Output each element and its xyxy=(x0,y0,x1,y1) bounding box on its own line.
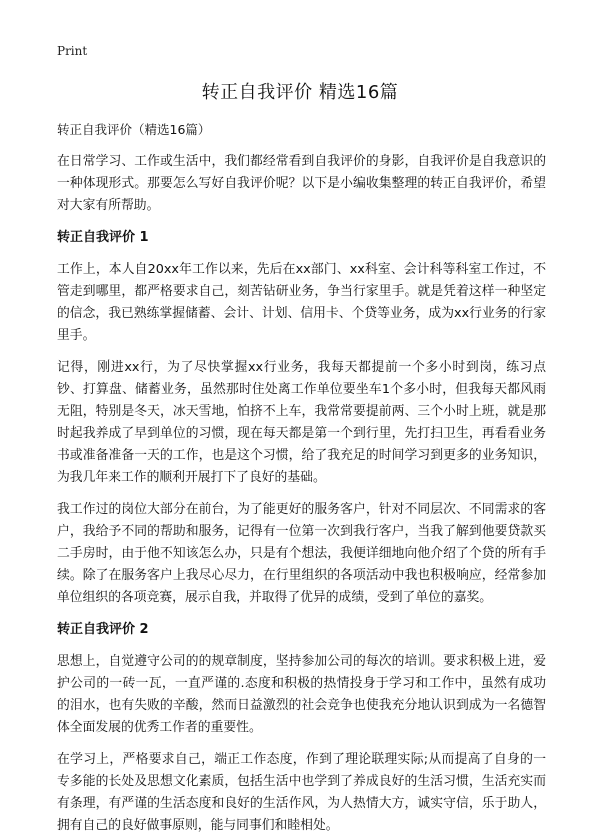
section-1-paragraph-3: 我工作过的岗位大部分在前台，为了能更好的服务客户，针对不同层次、不同需求的客户，我给予不同的帮助和服务，记得有一位第一次到我行客户，当我了解到他要贷款买二手房时，由于他不知该怎么办，只是有个想法，我便详细地向他介绍了个贷的所有手续。除了在服务客户上我尽心尽力，在行里组织的各项活动中我也积极响应，经常参加单位组织的各项竞赛，展示自我，并取得了优异的成绩，受到了单位的嘉奖。 xyxy=(57,502,546,605)
document-body xyxy=(57,151,546,837)
section-2-paragraph-2: 在学习上，严格要求自己，端正工作态度，作到了理论联理实际;从而提高了自身的一专多能的长处及思想文化素质，包括生活中也学到了养成良好的生活习惯，生活充实而有条理，有严谨的生活态度和良好的生活作风，为人热情大方，诚实守信，乐于助人，拥有自己的良好做事原则，能与同事们和睦相处。 xyxy=(57,752,546,833)
intro-paragraph: 在日常学习、工作或生活中，我们都经常看到自我评价的身影，自我评价是自我意识的一种体现形式。那要怎么写好自我评价呢？以下是小编收集整理的转正自我评价，希望对大家有所帮助。 xyxy=(57,154,546,213)
section-2-paragraph-1: 思想上，自觉遵守公司的的规章制度，坚持参加公司的每次的培训。要求积极上进，爱护公司的一砖一瓦，一直严谨的.态度和积极的热情投身于学习和工作中，虽然有成功的泪水，也有失败的辛酸，然而日益激烈的社会竞争也使我充分地认识到成为一名德智体全面发展的优秀工作者的重要性。 xyxy=(57,654,546,735)
document-subtitle: 转正自我评价（精选16篇） xyxy=(57,122,211,137)
print-label: Print xyxy=(57,44,88,58)
section-1-paragraph-2: 记得，刚进xx行，为了尽快掌握xx行业务，我每天都提前一个多小时到岗，练习点钞、打算盘、储蓄业务，虽然那时住处离工作单位要坐车1个多小时，但我每天都风雨无阻，特别是冬天，冰天雪地，怕挤不上车，我常常要提前两、三个小时上班，就是那时起我养成了早到单位的习惯，现在每天都是第一个到行里，先打扫卫生，再看看业务书或准备准备一天的工作，也是这个习惯，给了我充足的时间学习到更多的业务知识，为我几年来工作的顺利开展打下了良好的基础。 xyxy=(57,360,546,485)
section-heading-1: 转正自我评价 1 xyxy=(57,230,149,245)
page-title: 转正自我评价 精选16篇 xyxy=(201,82,399,103)
section-1-paragraph-1: 工作上，本人自20xx年工作以来，先后在xx部门、xx科室、会计科等科室工作过，不管走到哪里，都严格要求自己，刻苦钻研业务，争当行家里手。就是凭着这样一种坚定的信念，我已熟练掌握储蓄、会计、计划、信用卡、个贷等业务，成为xx行业务的行家里手。 xyxy=(57,262,546,343)
section-heading-2: 转正自我评价 2 xyxy=(57,622,149,637)
